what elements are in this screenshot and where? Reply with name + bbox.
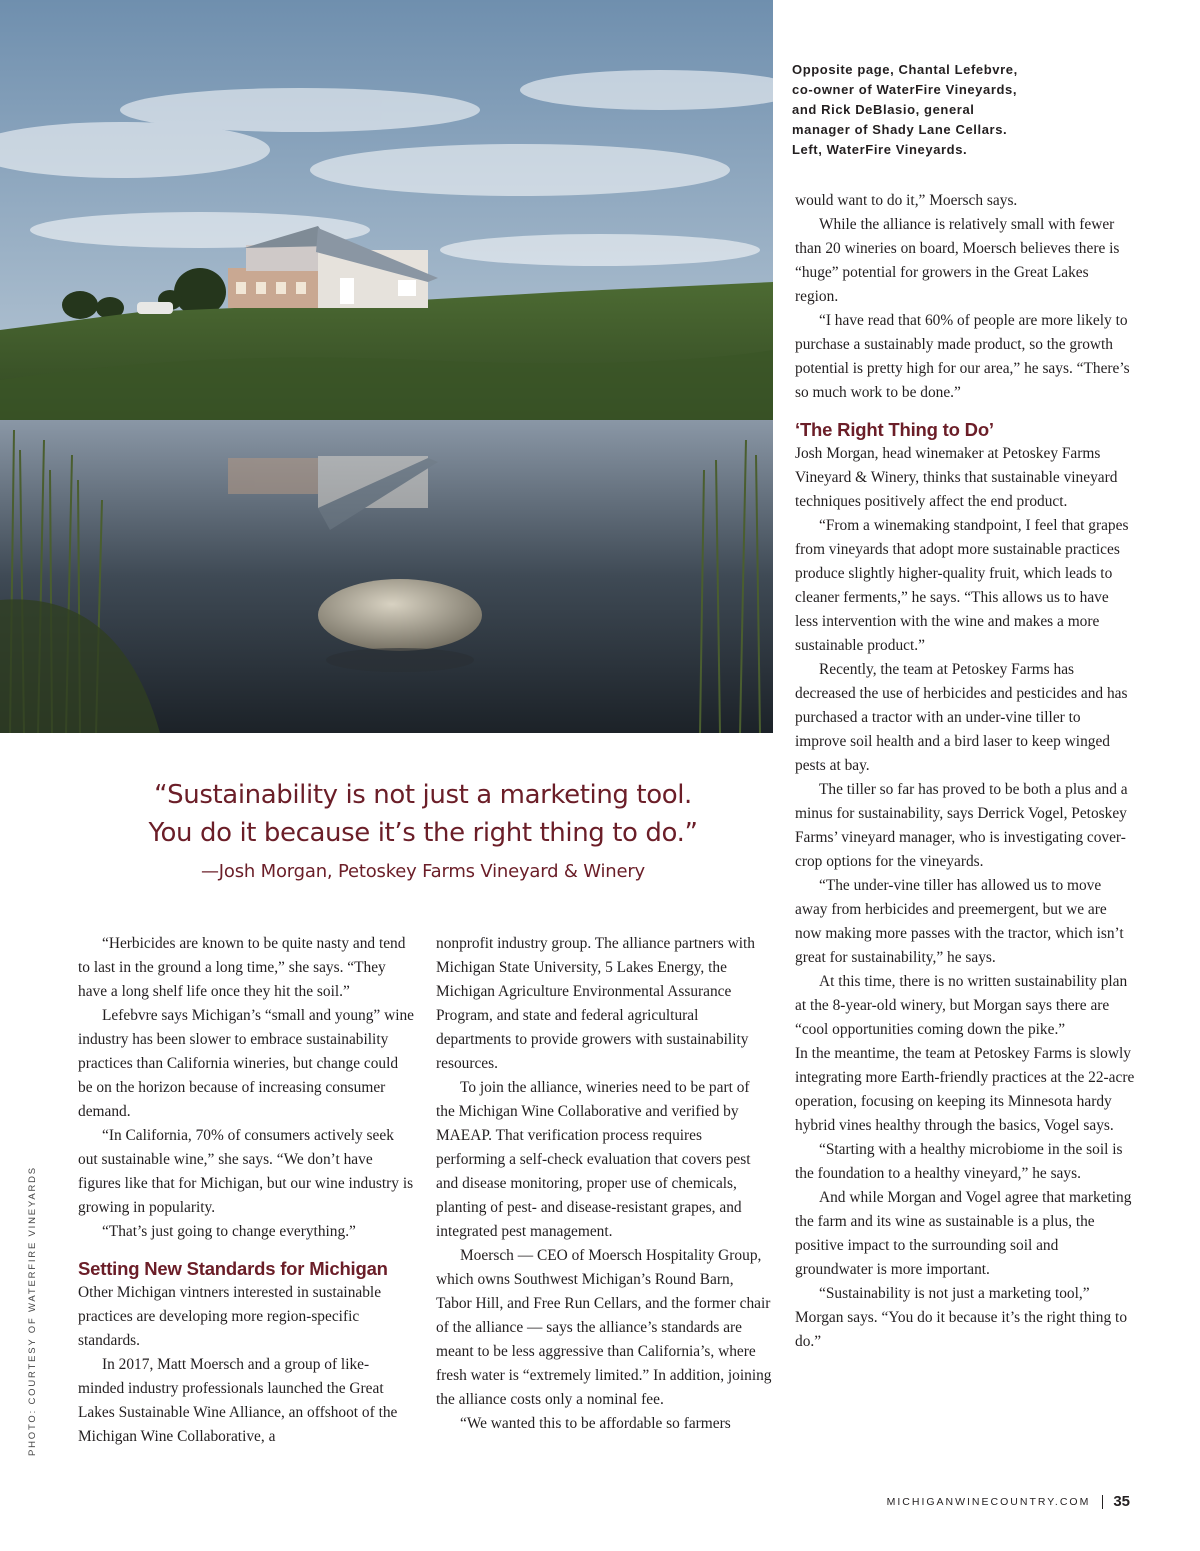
paragraph: “That’s just going to change everything.” xyxy=(102,1223,356,1240)
paragraph: nonprofit industry group. The alliance partners with Michigan State University, 5 Lakes Energy, the Michigan Agriculture Environmental Assurance Program, and state and federal agricultural departments to provide growers with sustainability resources. xyxy=(436,935,755,1072)
paragraph: At this time, there is no written sustainability plan at the 8-year-old winery, but Morgan says there are “cool opportunities coming down the pike.” xyxy=(795,973,1128,1038)
paragraph: “In California, 70% of consumers actively seek out sustainable wine,” she says. “We don’t have figures like that for Michigan, but our wine industry is growing in popularity. xyxy=(78,1127,414,1216)
paragraph: “From a winemaking standpoint, I feel that grapes from vineyards that adopt more sustainable practices produce slightly higher-quality fruit, which leads to cleaner ferments,” he says. “This allows us to have less intervention with the wine and makes a more sustainable product.” xyxy=(795,517,1129,654)
paragraph: And while Morgan and Vogel agree that marketing the farm and its wine as sustainable is a plus, the positive impact to the surrounding soil and groundwater is more important. xyxy=(795,1189,1132,1278)
photo-credit: PHOTO: COURTESY OF WATERFIRE VINEYARDS xyxy=(27,1166,38,1456)
paragraph: To join the alliance, wineries need to be part of the Michigan Wine Collaborative and verified by MAEAP. That verification process requires performing a self-check evaluation that covers pest and disease monitoring, proper use of chemicals, planting of pest- and disease-resistant grapes, and integrated pest management. xyxy=(436,1079,751,1240)
paragraph: “Herbicides are known to be quite nasty and tend to last in the ground a long time,” she says. “They have a long shelf life once they hit the soil.” xyxy=(78,935,406,1000)
paragraph: “I have read that 60% of people are more likely to purchase a sustainably made product, so the growth potential is pretty high for our area,” he says. “There’s so much work to be done.” xyxy=(795,312,1130,401)
rock xyxy=(318,579,482,651)
paragraph: In 2017, Matt Moersch and a group of like-minded industry professionals launched the Great Lakes Sustainable Wine Alliance, an offshoot of the Michigan Wine Collaborative, a xyxy=(78,1356,398,1445)
paragraph: would want to do it,” Moersch says. xyxy=(795,192,1018,209)
article-column-1 xyxy=(78,932,414,1449)
section-heading: Setting New Standards for Michigan xyxy=(78,1258,388,1279)
caption-line: Left, WaterFire Vineyards. xyxy=(792,142,968,157)
footer-divider xyxy=(1102,1495,1103,1509)
pull-quote-attribution: —Josh Morgan, Petoskey Farms Vineyard & Winery xyxy=(201,861,645,882)
paragraph: In the meantime, the team at Petoskey Farms is slowly integrating more Earth-friendly practices at the 22-acre operation, focusing on keeping its Minnesota hardy hybrid vines healthy through the basics, Vogel says. xyxy=(795,1045,1135,1134)
white-car xyxy=(137,302,173,314)
page-footer xyxy=(887,1493,1130,1510)
pull-quote-line-1: “Sustainability is not just a marketing tool. xyxy=(154,780,692,810)
paragraph: Josh Morgan, head winemaker at Petoskey Farms Vineyard & Winery, thinks that sustainable vineyard techniques positively affect the end product. xyxy=(795,445,1118,510)
section-heading: ‘The Right Thing to Do’ xyxy=(795,419,994,440)
pull-quote xyxy=(78,776,768,886)
paragraph: “Sustainability is not just a marketing tool,” Morgan says. “You do it because it’s the right thing to do.” xyxy=(795,1285,1128,1350)
caption-line: co-owner of WaterFire Vineyards, xyxy=(792,82,1018,97)
paragraph: Moersch — CEO of Moersch Hospitality Group, which owns Southwest Michigan’s Round Barn, Tabor Hill, and Free Run Cellars, and the former chair of the alliance — says the alliance’s standards are meant to be less aggressive than California’s, where fresh water is “extremely limited.” In addition, joining the alliance costs only a nominal fee. xyxy=(436,1247,772,1408)
photo-caption xyxy=(792,60,1122,160)
paragraph: Other Michigan vintners interested in sustainable practices are developing more region-specific standards. xyxy=(78,1284,382,1349)
paragraph: While the alliance is relatively small with fewer than 20 wineries on board, Moersch believes there is “huge” potential for growers in the Great Lakes region. xyxy=(795,216,1120,305)
paragraph: “Starting with a healthy microbiome in the soil is the foundation to a healthy vineyard,” he says. xyxy=(795,1141,1123,1182)
page-number: 35 xyxy=(1113,1493,1130,1510)
paragraph: The tiller so far has proved to be both a plus and a minus for sustainability, says Derrick Vogel, Petoskey Farms’ vineyard manager, who is investigating cover-crop options for the vineyards. xyxy=(795,781,1128,870)
article-column-3 xyxy=(795,189,1135,1354)
pull-quote-line-2: You do it because it’s the right thing to do.” xyxy=(148,818,698,848)
article-column-2 xyxy=(436,932,772,1436)
vineyard-photo xyxy=(0,0,773,733)
footer-site-link[interactable]: MICHIGANWINECOUNTRY.COM xyxy=(886,1495,1091,1508)
caption-line: Opposite page, Chantal Lefebvre, xyxy=(792,62,1018,77)
paragraph: Lefebvre says Michigan’s “small and young” wine industry has been slower to embrace sustainability practices than California wineries, but change could be on the horizon because of increasing consumer demand. xyxy=(78,1007,414,1120)
photo-illustration xyxy=(0,0,773,733)
paragraph: “The under-vine tiller has allowed us to move away from herbicides and preemergent, but we are now making more passes with the tractor, which isn’t great for sustainability,” he says. xyxy=(795,877,1124,966)
paragraph: “We wanted this to be affordable so farmers xyxy=(460,1415,731,1432)
caption-line: and Rick DeBlasio, general xyxy=(792,102,975,117)
paragraph: Recently, the team at Petoskey Farms has decreased the use of herbicides and pesticides and has purchased a tractor with an under-vine tiller to improve soil health and a bird laser to keep winged pests at bay. xyxy=(795,661,1128,774)
caption-line: manager of Shady Lane Cellars. xyxy=(792,122,1008,137)
